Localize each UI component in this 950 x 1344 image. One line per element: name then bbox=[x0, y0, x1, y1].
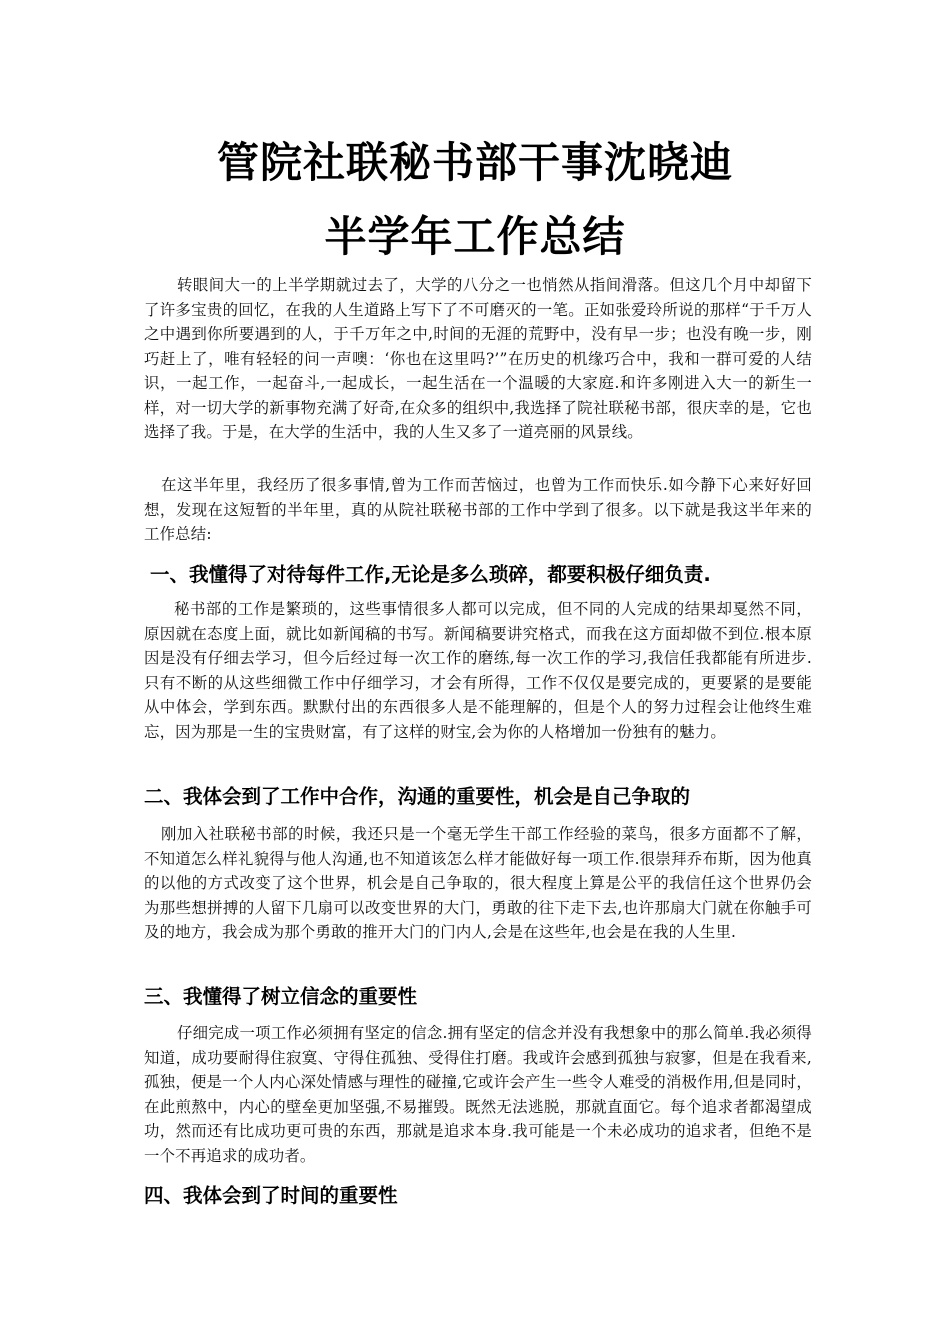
document-title-line-2: 半学年工作总结 bbox=[324, 212, 626, 261]
paragraph-text: 秘书部的工作是繁琐的，这些事情很多人都可以完成，但不同的人完成的结果却戛然不同，原因就在态度上面，就比如新闻稿的书写。新闻稿要讲究格式，而我在这方面却做不到位.根本原因是没有仔细去学习，但今后经过每一次工作的磨练,每一次工作的学习,我信任我都能有所进步.只有不断的从这些细微工作中仔细学习，才会有所得，工作不仅仅是要完成的，更要紧的是要能从中体会，学到东西。默默付出的东西很多人是不能理解的，但是个人的努力过程会让他终生难忘，因为那是一生的宝贵财富，有了这样的财宝,会为你的人格增加一份独有的魅力。 bbox=[144, 600, 812, 741]
section-heading-2: 二、我体会到了工作中合作，沟通的重要性，机会是自己争取的 bbox=[144, 785, 691, 808]
intro-paragraph-2 bbox=[144, 473, 812, 547]
section-heading-4: 四、我体会到了时间的重要性 bbox=[144, 1184, 398, 1207]
section-paragraph-2 bbox=[144, 822, 812, 945]
paragraph-text: 刚加入社联秘书部的时候，我还只是一个毫无学生干部工作经验的菜鸟，很多方面都不了解，不知道怎么样礼貌得与他人沟通,也不知道该怎么样才能做好每一项工作.很崇拜乔布斯，因为他真的以他的方式改变了这个世界，机会是自己争取的，很大程度上算是公平的我信任这个世界仍会为那些想拼搏的人留下几扇可以改变世界的大门，勇敢的往下走下去,也许那扇大门就在你触手可及的地方，我会成为那个勇敢的推开大门的门内人,会是在这些年,也会是在我的人生里. bbox=[144, 825, 812, 941]
section-heading-1: 一、我懂得了对待每件工作,无论是多么琐碎，都要积极仔细负责. bbox=[150, 563, 711, 586]
document-title-line-1: 管院社联秘书部干事沈晓迪 bbox=[216, 138, 733, 187]
intro-paragraph-1 bbox=[144, 273, 812, 445]
section-paragraph-1 bbox=[144, 597, 812, 744]
section-heading-3: 三、我懂得了树立信念的重要性 bbox=[144, 985, 418, 1008]
paragraph-text: 在这半年里，我经历了很多事情,曾为工作而苦恼过，也曾为工作而快乐.如今静下心来好好回想，发现在这短暂的半年里，真的从院社联秘书部的工作中学到了很多。以下就是我这半年来的工作总结: bbox=[144, 476, 812, 543]
paragraph-text: 仔细完成一项工作必须拥有坚定的信念.拥有坚定的信念并没有我想象中的那么简单.我必须得知道，成功要耐得住寂寞、守得住孤独、受得住打磨。我或许会感到孤独与寂寥，但是在我看来,孤独，便是一个人内心深处情感与理性的碰撞,它或许会产生一些令人难受的消极作用,但是同时，在此煎熬中，内心的壁垒更加坚强,不易摧毁。既然无法逃脱，那就直面它。每个追求者都渴望成功，然而还有比成功更可贵的东西，那就是追求本身.我可能是一个未必成功的追求者，但绝不是一个不再追求的成功者。 bbox=[144, 1024, 812, 1165]
paragraph-text: 转眼间大一的上半学期就过去了，大学的八分之一也悄然从指间滑落。但这几个月中却留下了许多宝贵的回忆，在我的人生道路上写下了不可磨灭的一笔。正如张爱玲所说的那样“于千万人之中遇到你所要遇到的人，于千万年之中,时间的无涯的荒野中，没有早一步；也没有晚一步，刚巧赶上了，唯有轻轻的问一声噢：‘你也在这里吗?’”在历史的机缘巧合中，我和一群可爱的人结识，一起工作，一起奋斗,一起成长，一起生活在一个温暖的大家庭.和许多刚进入大一的新生一样，对一切大学的新事物充满了好奇,在众多的组织中,我选择了院社联秘书部，很庆幸的是，它也选择了我。于是，在大学的生活中，我的人生又多了一道亮丽的风景线。 bbox=[144, 276, 812, 441]
section-paragraph-3 bbox=[144, 1021, 812, 1168]
